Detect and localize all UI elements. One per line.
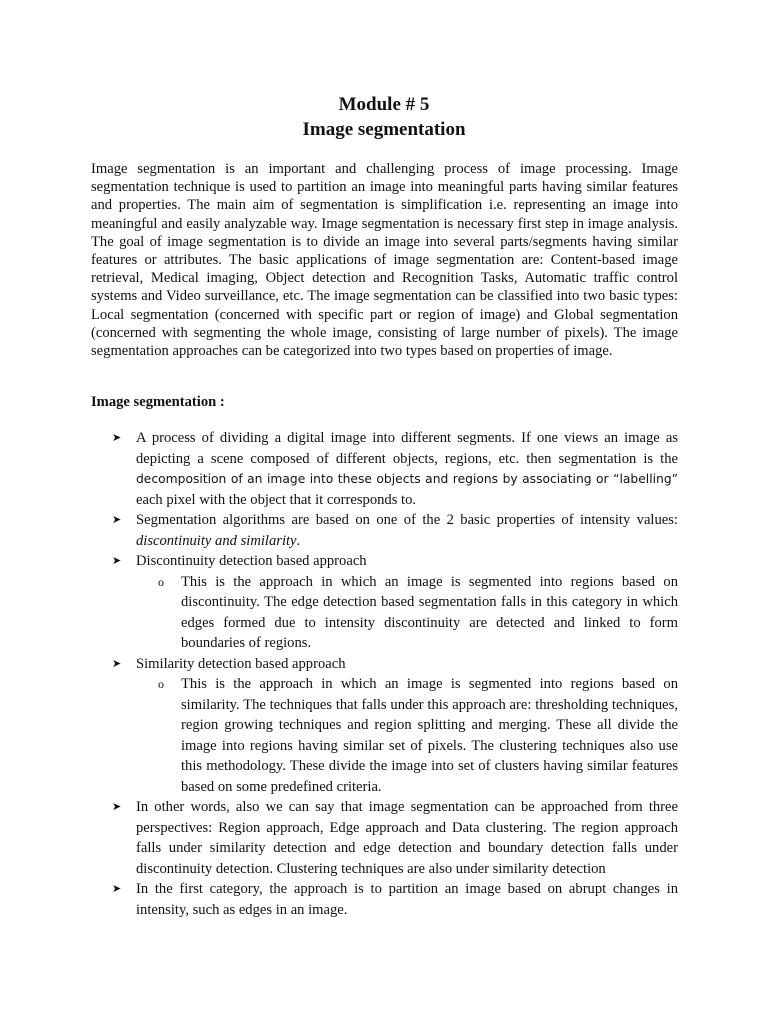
bullet-text: Similarity detection based approach xyxy=(136,655,346,672)
bullet-text: Discontinuity detection based approach xyxy=(136,553,367,569)
sub-item-similarity xyxy=(0,674,678,797)
page-title xyxy=(0,92,768,142)
bullet-text-alt-font: decomposition of an image into these objects and regions by associating or “labelling” xyxy=(136,472,678,486)
module-number: Module # 5 xyxy=(338,94,430,115)
bullet-text: . xyxy=(296,532,301,549)
bullet-item-first-category xyxy=(0,879,678,920)
arrow-bullet-icon: ➤ xyxy=(112,555,122,567)
bullet-text-italic: discontinuity and similarity xyxy=(136,532,297,549)
circle-bullet-icon: o xyxy=(158,677,164,691)
arrow-bullet-icon: ➤ xyxy=(112,657,122,670)
bullet-text: A process of dividing a digital image into different segments. If one views an image as depicting a scene composed of different objects, regions, etc. then segmentation is the xyxy=(136,430,678,467)
arrow-bullet-icon: ➤ xyxy=(112,883,122,895)
bullet-item-similarity xyxy=(0,654,678,675)
bullet-text: each pixel with the object that it corresponds to. xyxy=(136,491,417,508)
bullet-item-definition xyxy=(0,428,678,510)
bullet-item-other-words xyxy=(0,797,678,879)
intro-paragraph: Image segmentation is an important and challenging process of image processing. Image segmentation technique is used to partition an image into meaningful parts having similar features and properties. The main aim of segmentation is simplification i.e. representing an image into meaningful and easily analyzable way. Image segmentation is necessary first step in image analysis. The goal of image segmentation is to divide an image into several parts/segments having similar features or attributes. The basic applications of image segmentation are: Content-based image retrieval, Medical imaging, Object detection and Recognition Tasks, Automatic traffic control systems and Video surveillance, etc. The image segmentation can be classified into two basic types: Local segmentation (concerned with specific part or region of image) and Global segmentation (concerned with segmenting the whole image, consisting of large number of pixels). The image segmentation approaches can be categorized into two types based on properties of image. xyxy=(91,161,678,360)
module-subject: Image segmentation xyxy=(302,119,466,140)
bullet-text: In other words, also we can say that image segmentation can be approached from three perspectives: Region approach, Edge approach and Data clustering. The region approach falls under similarity detection and edge detection and boundary detection falls under discontinuity detection. Clustering techniques are also under similarity detection xyxy=(136,799,678,877)
bullet-text: Segmentation algorithms are based on one of the 2 basic properties of intensity values: xyxy=(136,512,678,528)
section-heading: Image segmentation : xyxy=(91,394,225,410)
bullet-item-discontinuity xyxy=(0,551,678,572)
bullet-item-algorithms xyxy=(0,510,678,551)
bullet-list xyxy=(0,428,768,920)
bullet-text: In the first category, the approach is to partition an image based on abrupt changes in intensity, such as edges in an image. xyxy=(136,881,678,918)
arrow-bullet-icon: ➤ xyxy=(112,801,122,813)
sub-item-discontinuity xyxy=(0,572,678,654)
arrow-bullet-icon: ➤ xyxy=(112,514,122,526)
arrow-bullet-icon: ➤ xyxy=(112,432,122,444)
sub-item-text: This is the approach in which an image is segmented into regions based on similarity. The techniques that falls under this approach are: thresholding techniques, region growing techniques and region splitting and merging. These all divide the image into regions having similar set of pixels. The clustering techniques also use this methodology. These divide the image into set of clusters having similar features based on some predefined criteria. xyxy=(181,676,678,795)
circle-bullet-icon: o xyxy=(158,574,164,589)
sub-item-text: This is the approach in which an image is segmented into regions based on discontinuity. The edge detection based segmentation falls in this category in which edges formed due to intensity discontinuity are detected and linked to form boundaries of regions. xyxy=(181,573,678,651)
